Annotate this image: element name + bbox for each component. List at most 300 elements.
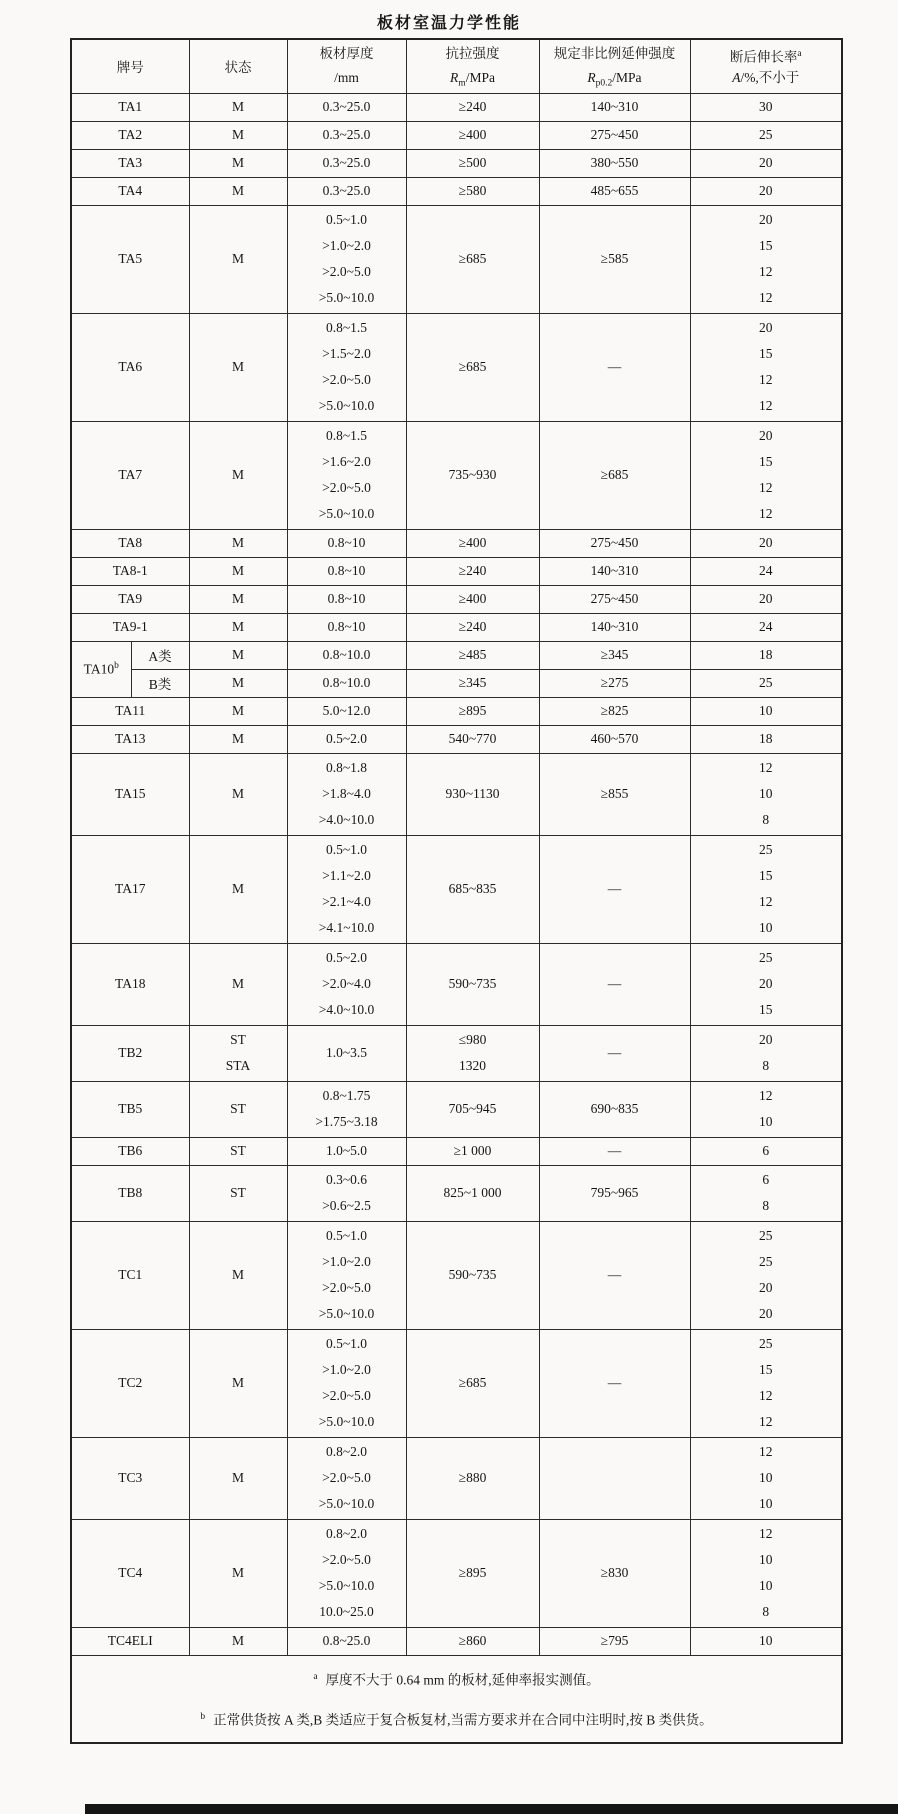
tensile-strength-cell bbox=[406, 697, 539, 725]
cell-value-line: 12 bbox=[759, 506, 773, 521]
cell-value-line: >2.0~5.0 bbox=[322, 1470, 371, 1485]
elongation-cell bbox=[690, 1221, 842, 1329]
proof-strength-cell bbox=[539, 641, 690, 669]
grade-cell bbox=[71, 93, 189, 121]
state-cell bbox=[189, 149, 287, 177]
cell-value: — bbox=[607, 1267, 622, 1282]
elong-footnote-sup: a bbox=[797, 49, 802, 60]
thickness-cell bbox=[287, 943, 406, 1025]
grade-label: TA15 bbox=[115, 786, 146, 801]
cell-value: ≥895 bbox=[458, 703, 487, 718]
grade-cell bbox=[71, 585, 189, 613]
thickness-cell bbox=[287, 149, 406, 177]
header-elongation bbox=[690, 39, 842, 93]
table-row bbox=[71, 177, 842, 205]
tensile-strength-cell bbox=[406, 753, 539, 835]
grade-cell bbox=[71, 641, 131, 697]
grade-cell bbox=[71, 1165, 189, 1221]
tensile-strength-cell bbox=[406, 1221, 539, 1329]
grade-label: TB5 bbox=[118, 1101, 143, 1116]
elongation-cell bbox=[690, 93, 842, 121]
cell-value-line: 12 bbox=[759, 894, 773, 909]
cell-value: M bbox=[231, 786, 244, 801]
elongation-cell bbox=[690, 613, 842, 641]
grade-cell bbox=[71, 613, 189, 641]
elongation-cell bbox=[690, 697, 842, 725]
table-row bbox=[71, 1165, 842, 1221]
cell-value: — bbox=[607, 1045, 622, 1060]
cell-value: ≥345 bbox=[458, 675, 487, 690]
table-row bbox=[71, 1437, 842, 1519]
elongation-cell bbox=[690, 1627, 842, 1655]
table-row bbox=[71, 753, 842, 835]
grade-cell bbox=[71, 1081, 189, 1137]
cell-value: 540~770 bbox=[448, 731, 497, 746]
proof-strength-cell bbox=[539, 1329, 690, 1437]
grade-label: TA17 bbox=[115, 881, 146, 896]
grade-cell bbox=[71, 121, 189, 149]
elongation-cell bbox=[690, 1025, 842, 1081]
thickness-cell bbox=[287, 1627, 406, 1655]
cell-value: 275~450 bbox=[590, 535, 639, 550]
cell-value-line: 12 bbox=[759, 760, 773, 775]
table-row bbox=[71, 121, 842, 149]
header-rm-line1: 抗拉强度 bbox=[445, 46, 500, 62]
cell-value-line: 10 bbox=[759, 1552, 773, 1567]
tensile-strength-cell bbox=[406, 1437, 539, 1519]
mechanical-properties-table bbox=[70, 38, 843, 1744]
footnote-a-text: 厚度不大于 0.64 mm 的板材,延伸率报实测值。 bbox=[325, 1672, 600, 1688]
cell-value: M bbox=[231, 703, 244, 718]
cell-value: — bbox=[607, 881, 622, 896]
cell-value-line: >1.5~2.0 bbox=[322, 346, 371, 361]
header-state bbox=[189, 39, 287, 93]
cell-value: M bbox=[231, 591, 244, 606]
tensile-strength-cell bbox=[406, 585, 539, 613]
cell-value: ≥685 bbox=[600, 467, 629, 482]
thickness-cell bbox=[287, 93, 406, 121]
grade-cell bbox=[71, 1025, 189, 1081]
cell-value-line: 8 bbox=[762, 812, 770, 827]
cell-value-line: >1.75~3.18 bbox=[315, 1114, 378, 1129]
tensile-strength-cell bbox=[406, 669, 539, 697]
cell-value: ≥685 bbox=[458, 359, 487, 374]
cell-value: — bbox=[607, 1143, 622, 1158]
grade-label: TA13 bbox=[115, 731, 146, 746]
cell-value: 0.3~25.0 bbox=[322, 99, 371, 114]
cell-value: ≥585 bbox=[600, 251, 629, 266]
cell-value-line: 20 bbox=[759, 1280, 773, 1295]
cell-value-line: ≤980 bbox=[458, 1032, 487, 1047]
cell-value: 930~1130 bbox=[445, 786, 500, 801]
cell-value-line: >5.0~10.0 bbox=[318, 1306, 375, 1321]
rm-symbol: R bbox=[450, 70, 459, 86]
cell-value-line: 12 bbox=[759, 372, 773, 387]
cell-value: 20 bbox=[759, 591, 773, 606]
cell-value: 0.8~10.0 bbox=[322, 647, 371, 662]
cell-value-line: >2.0~5.0 bbox=[322, 480, 371, 495]
cell-value: 18 bbox=[759, 731, 773, 746]
cell-value: ≥855 bbox=[600, 786, 629, 801]
cell-value: ≥795 bbox=[600, 1633, 629, 1648]
cell-value-line: 0.8~2.0 bbox=[325, 1444, 368, 1459]
elong-symbol: A bbox=[732, 70, 741, 86]
cell-value-line: STA bbox=[225, 1058, 251, 1073]
footnote-b bbox=[72, 1699, 841, 1739]
cell-value: ≥685 bbox=[458, 1375, 487, 1390]
cell-value-line: >1.6~2.0 bbox=[322, 454, 371, 469]
thickness-cell bbox=[287, 1025, 406, 1081]
cell-value-line: >2.1~4.0 bbox=[322, 894, 371, 909]
proof-strength-cell bbox=[539, 421, 690, 529]
cell-value-line: 20 bbox=[759, 320, 773, 335]
cell-value: ST bbox=[230, 1143, 246, 1158]
state-cell bbox=[189, 1165, 287, 1221]
thickness-cell bbox=[287, 529, 406, 557]
grade-label: TA5 bbox=[118, 251, 143, 266]
cell-value-line: 15 bbox=[759, 868, 773, 883]
proof-strength-cell bbox=[539, 1137, 690, 1165]
cell-value-line: >4.0~10.0 bbox=[318, 1002, 375, 1017]
cell-value: 140~310 bbox=[590, 619, 639, 634]
state-cell bbox=[189, 205, 287, 313]
elongation-cell bbox=[690, 753, 842, 835]
cell-value-line: >5.0~10.0 bbox=[318, 290, 375, 305]
tensile-strength-cell bbox=[406, 641, 539, 669]
thickness-cell bbox=[287, 1137, 406, 1165]
header-rp-line2 bbox=[540, 66, 690, 90]
cell-value-line: 1320 bbox=[459, 1058, 486, 1073]
cell-value: M bbox=[231, 183, 244, 198]
thickness-cell bbox=[287, 1329, 406, 1437]
grade-label: TA1 bbox=[118, 99, 143, 114]
table-row bbox=[71, 1519, 842, 1627]
proof-strength-cell bbox=[539, 835, 690, 943]
table-row bbox=[71, 149, 842, 177]
cell-value: 24 bbox=[759, 619, 773, 634]
cell-value: 1.0~5.0 bbox=[325, 1143, 368, 1158]
cell-value-line: >1.0~2.0 bbox=[322, 1362, 371, 1377]
state-cell bbox=[189, 93, 287, 121]
cell-value-line: >1.8~4.0 bbox=[322, 786, 371, 801]
cell-value-line: 0.8~1.75 bbox=[322, 1088, 371, 1103]
table-row bbox=[71, 1025, 842, 1081]
cell-value: M bbox=[231, 467, 244, 482]
tensile-strength-cell bbox=[406, 557, 539, 585]
cell-value: M bbox=[231, 1565, 244, 1580]
elongation-cell bbox=[690, 835, 842, 943]
elongation-cell bbox=[690, 1437, 842, 1519]
thickness-cell bbox=[287, 1437, 406, 1519]
cell-value-line: 6 bbox=[762, 1172, 770, 1187]
cell-value: M bbox=[231, 881, 244, 896]
cell-value: 140~310 bbox=[590, 99, 639, 114]
state-cell bbox=[189, 1025, 287, 1081]
table-row bbox=[71, 669, 842, 697]
cell-value-line: 25 bbox=[759, 1254, 773, 1269]
proof-strength-cell bbox=[539, 149, 690, 177]
grade-cell bbox=[71, 529, 189, 557]
state-cell bbox=[189, 1329, 287, 1437]
cell-value: 20 bbox=[759, 155, 773, 170]
elongation-cell bbox=[690, 529, 842, 557]
cell-value: ≥1 000 bbox=[453, 1143, 492, 1158]
cell-value-line: 0.5~1.0 bbox=[325, 212, 368, 227]
proof-strength-cell bbox=[539, 1437, 690, 1519]
cell-value: 825~1 000 bbox=[443, 1185, 502, 1200]
table-row bbox=[71, 943, 842, 1025]
cell-value: 690~835 bbox=[590, 1101, 639, 1116]
cell-value: ≥580 bbox=[458, 183, 487, 198]
grade-footnote-sup: b bbox=[114, 660, 119, 671]
grade-label: TA8 bbox=[118, 535, 143, 550]
state-cell bbox=[189, 1221, 287, 1329]
state-cell bbox=[189, 1137, 287, 1165]
cell-value-line: ST bbox=[230, 1032, 246, 1047]
cell-value: 0.8~10 bbox=[327, 591, 366, 606]
cell-value: 30 bbox=[759, 99, 773, 114]
cell-value: 0.3~25.0 bbox=[322, 155, 371, 170]
proof-strength-cell bbox=[539, 753, 690, 835]
thickness-cell bbox=[287, 641, 406, 669]
cell-value-line: >1.0~2.0 bbox=[322, 1254, 371, 1269]
elongation-cell bbox=[690, 313, 842, 421]
state-cell bbox=[189, 697, 287, 725]
tensile-strength-cell bbox=[406, 1519, 539, 1627]
proof-strength-cell bbox=[539, 313, 690, 421]
cell-value-line: >1.0~2.0 bbox=[322, 238, 371, 253]
grade-label: TB2 bbox=[118, 1045, 143, 1060]
state-cell bbox=[189, 1081, 287, 1137]
proof-strength-cell bbox=[539, 1221, 690, 1329]
rm-subscript: m bbox=[458, 78, 466, 89]
elongation-cell bbox=[690, 585, 842, 613]
cell-value: M bbox=[231, 647, 244, 662]
cell-value: M bbox=[231, 251, 244, 266]
table-row bbox=[71, 1081, 842, 1137]
elongation-cell bbox=[690, 943, 842, 1025]
cell-value: ≥400 bbox=[458, 591, 487, 606]
cell-value-line: 0.8~1.5 bbox=[325, 428, 368, 443]
table-header-row bbox=[71, 39, 842, 93]
footnote-cell bbox=[71, 1655, 842, 1743]
elongation-cell bbox=[690, 121, 842, 149]
cell-value-line: >5.0~10.0 bbox=[318, 1496, 375, 1511]
grade-label: TA4 bbox=[118, 183, 143, 198]
cell-value-line: 25 bbox=[759, 950, 773, 965]
table-header bbox=[71, 39, 842, 93]
grade-label: TB8 bbox=[118, 1185, 143, 1200]
cell-value: M bbox=[231, 1375, 244, 1390]
cell-value: 0.8~10 bbox=[327, 563, 366, 578]
table-row bbox=[71, 1329, 842, 1437]
cell-value: ≥400 bbox=[458, 127, 487, 142]
thickness-cell bbox=[287, 205, 406, 313]
cell-value-line: 0.3~0.6 bbox=[325, 1172, 368, 1187]
cell-value: ST bbox=[230, 1185, 246, 1200]
elongation-cell bbox=[690, 421, 842, 529]
thickness-cell bbox=[287, 1081, 406, 1137]
state-cell bbox=[189, 641, 287, 669]
proof-strength-cell bbox=[539, 1627, 690, 1655]
tensile-strength-cell bbox=[406, 93, 539, 121]
cell-value: 705~945 bbox=[448, 1101, 497, 1116]
tensile-strength-cell bbox=[406, 943, 539, 1025]
cell-value-line: 12 bbox=[759, 264, 773, 279]
cell-value-line: >2.0~5.0 bbox=[322, 264, 371, 279]
cell-value-line: 25 bbox=[759, 1228, 773, 1243]
cell-value: 0.8~25.0 bbox=[322, 1633, 371, 1648]
cell-value: 795~965 bbox=[590, 1185, 639, 1200]
cell-value-line: 8 bbox=[762, 1604, 770, 1619]
page-title: 板材室温力学性能 bbox=[376, 15, 521, 32]
footnote-b-marker: b bbox=[200, 1711, 206, 1722]
grade-subclass-label: B类 bbox=[148, 677, 172, 692]
state-cell bbox=[189, 585, 287, 613]
header-thickness bbox=[287, 39, 406, 93]
cell-value-line: >4.0~10.0 bbox=[318, 812, 375, 827]
cell-value-line: >5.0~10.0 bbox=[318, 1414, 375, 1429]
tensile-strength-cell bbox=[406, 121, 539, 149]
cell-value-line: 10 bbox=[759, 786, 773, 801]
cell-value: M bbox=[231, 1267, 244, 1282]
tensile-strength-cell bbox=[406, 205, 539, 313]
proof-strength-cell bbox=[539, 121, 690, 149]
grade-cell bbox=[71, 1329, 189, 1437]
cell-value-line: 25 bbox=[759, 842, 773, 857]
cell-value: ≥685 bbox=[458, 251, 487, 266]
grade-label: TC1 bbox=[118, 1267, 143, 1282]
thickness-cell bbox=[287, 421, 406, 529]
cell-value: ≥485 bbox=[458, 647, 487, 662]
thickness-cell bbox=[287, 1519, 406, 1627]
thickness-cell bbox=[287, 557, 406, 585]
grade-label: TC2 bbox=[118, 1375, 143, 1390]
tensile-strength-cell bbox=[406, 149, 539, 177]
cell-value: 25 bbox=[759, 675, 773, 690]
cell-value: 10 bbox=[759, 1633, 773, 1648]
state-cell bbox=[189, 753, 287, 835]
cell-value-line: >2.0~5.0 bbox=[322, 372, 371, 387]
tensile-strength-cell bbox=[406, 1025, 539, 1081]
tensile-strength-cell bbox=[406, 1137, 539, 1165]
state-cell bbox=[189, 529, 287, 557]
cell-value: M bbox=[231, 976, 244, 991]
table-body bbox=[71, 93, 842, 1655]
grade-cell bbox=[71, 313, 189, 421]
cell-value: 0.8~10 bbox=[327, 535, 366, 550]
header-rp-line1: 规定非比例延伸强度 bbox=[553, 46, 676, 62]
state-cell bbox=[189, 725, 287, 753]
grade-label: TA8-1 bbox=[112, 563, 148, 578]
cell-value-line: 0.8~1.5 bbox=[325, 320, 368, 335]
cell-value-line: 12 bbox=[759, 1526, 773, 1541]
table-row bbox=[71, 613, 842, 641]
cell-value: 0.5~2.0 bbox=[325, 731, 368, 746]
cell-value-line: 20 bbox=[759, 1032, 773, 1047]
grade-label: TA10 bbox=[83, 661, 115, 677]
cell-value-line: 10 bbox=[759, 1114, 773, 1129]
table-row bbox=[71, 421, 842, 529]
grade-cell bbox=[71, 205, 189, 313]
thickness-cell bbox=[287, 669, 406, 697]
rp-unit: /MPa bbox=[612, 70, 642, 86]
cell-value: ≥275 bbox=[600, 675, 629, 690]
cell-value: ≥240 bbox=[458, 563, 487, 578]
cell-value: 20 bbox=[759, 183, 773, 198]
state-cell bbox=[189, 421, 287, 529]
table-row bbox=[71, 1627, 842, 1655]
cell-value-line: >2.0~5.0 bbox=[322, 1552, 371, 1567]
cell-value-line: >5.0~10.0 bbox=[318, 506, 375, 521]
cell-value: 590~735 bbox=[448, 1267, 497, 1282]
thickness-cell bbox=[287, 613, 406, 641]
header-thickness-line1: 板材厚度 bbox=[319, 46, 374, 62]
cell-value-line: >4.1~10.0 bbox=[318, 920, 375, 935]
cell-value: M bbox=[231, 535, 244, 550]
elongation-cell bbox=[690, 641, 842, 669]
cell-value: M bbox=[231, 127, 244, 142]
thickness-cell bbox=[287, 585, 406, 613]
cell-value: M bbox=[231, 563, 244, 578]
proof-strength-cell bbox=[539, 943, 690, 1025]
proof-strength-cell bbox=[539, 585, 690, 613]
cell-value: M bbox=[231, 359, 244, 374]
grade-label: TA3 bbox=[118, 155, 143, 170]
grade-label: TA2 bbox=[118, 127, 143, 142]
grade-label: TA7 bbox=[118, 467, 143, 482]
thickness-cell bbox=[287, 725, 406, 753]
tensile-strength-cell bbox=[406, 313, 539, 421]
header-elong-line2 bbox=[691, 66, 842, 90]
cell-value-line: 20 bbox=[759, 976, 773, 991]
cell-value: ≥895 bbox=[458, 1565, 487, 1580]
grade-cell bbox=[71, 421, 189, 529]
grade-label: TC4 bbox=[118, 1565, 143, 1580]
grade-cell bbox=[71, 1627, 189, 1655]
tensile-strength-cell bbox=[406, 1329, 539, 1437]
thickness-cell bbox=[287, 313, 406, 421]
cell-value-line: 0.5~2.0 bbox=[325, 950, 368, 965]
elongation-cell bbox=[690, 1137, 842, 1165]
proof-strength-cell bbox=[539, 557, 690, 585]
proof-strength-cell bbox=[539, 697, 690, 725]
tensile-strength-cell bbox=[406, 1081, 539, 1137]
state-cell bbox=[189, 177, 287, 205]
cell-value-line: 10.0~25.0 bbox=[319, 1604, 374, 1619]
proof-strength-cell bbox=[539, 93, 690, 121]
grade-label: TB6 bbox=[118, 1143, 143, 1158]
grade-label: TA9-1 bbox=[112, 619, 148, 634]
cell-value: 735~930 bbox=[448, 467, 497, 482]
proof-strength-cell bbox=[539, 613, 690, 641]
cell-value-line: 0.5~1.0 bbox=[325, 1336, 368, 1351]
proof-strength-cell bbox=[539, 1165, 690, 1221]
elong-label: 断后伸长率 bbox=[729, 49, 798, 65]
state-cell bbox=[189, 121, 287, 149]
thickness-cell bbox=[287, 177, 406, 205]
cell-value: 275~450 bbox=[590, 127, 639, 142]
table-row bbox=[71, 313, 842, 421]
rp-symbol: R bbox=[587, 70, 596, 86]
cell-value-line: 10 bbox=[759, 920, 773, 935]
table-row bbox=[71, 93, 842, 121]
table-footnotes bbox=[71, 1655, 842, 1743]
cell-value: M bbox=[231, 675, 244, 690]
tensile-strength-cell bbox=[406, 725, 539, 753]
elongation-cell bbox=[690, 205, 842, 313]
cell-value-line: >0.6~2.5 bbox=[322, 1198, 371, 1213]
